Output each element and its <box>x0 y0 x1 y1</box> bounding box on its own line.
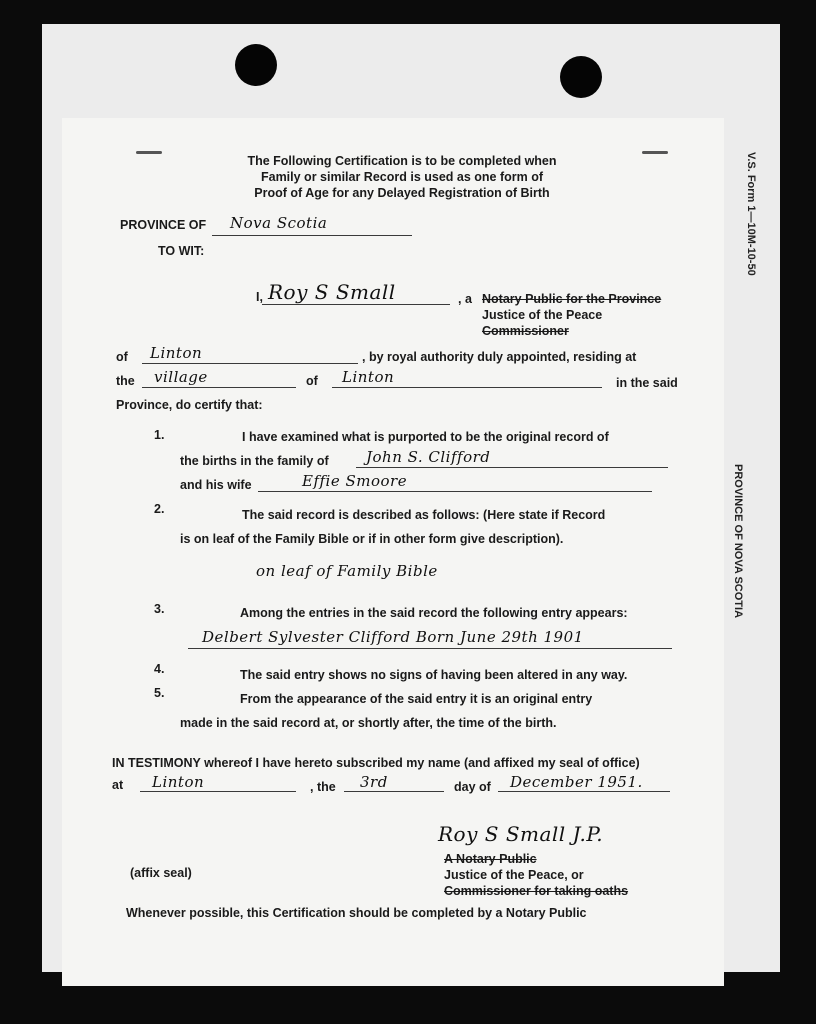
item-1-text: I have examined what is purported to be the original record of <box>242 430 609 444</box>
option-justice: Justice of the Peace <box>482 308 603 322</box>
province-label: PROVINCE OF <box>120 218 207 232</box>
province-vertical: PROVINCE OF NOVA SCOTIA <box>732 464 744 619</box>
appointed-text: , by royal authority duly appointed, residing at <box>362 350 637 364</box>
sign-option-commissioner: Commissioner for taking oaths <box>444 884 629 898</box>
option-commissioner: Commissioner <box>482 324 569 338</box>
day-of-label: day of <box>454 780 491 794</box>
item-5-line-1: From the appearance of the said entry it is an original entry <box>240 692 593 706</box>
header-line-1: The Following Certification is to be completed when <box>247 154 557 168</box>
of2-value: Linton <box>342 368 395 386</box>
option-notary-province: Notary Public for the Province <box>482 292 662 306</box>
province-value: Nova Scotia <box>230 214 328 232</box>
official-name-line <box>262 304 450 305</box>
record-description: on leaf of Family Bible <box>256 562 438 580</box>
the-value: village <box>154 368 208 386</box>
of2-label: of <box>306 374 318 388</box>
birth-entry: Delbert Sylvester Clifford Born June 29th 1901 <box>202 628 584 646</box>
wife-line <box>258 491 652 492</box>
header-line-2: Family or similar Record is used as one form of <box>260 170 544 184</box>
of-value: Linton <box>150 344 203 362</box>
header-line-3: Proof of Age for any Delayed Registration of Birth <box>254 186 550 200</box>
item-4-text: The said entry shows no signs of having been altered in any way. <box>240 668 628 682</box>
item-5-number: 5. <box>154 686 165 700</box>
testimony-line: IN TESTIMONY whereof I have hereto subscribed my name (and affixed my seal of office) <box>112 756 640 770</box>
item-1-number: 1. <box>154 428 165 442</box>
sign-option-notary: A Notary Public <box>444 852 537 866</box>
at-value: Linton <box>152 773 205 791</box>
wife-label: and his wife <box>180 478 252 492</box>
to-wit-label: TO WIT: <box>158 244 205 258</box>
month-line <box>498 791 670 792</box>
i-label: I, <box>256 290 263 304</box>
of-line <box>142 363 358 364</box>
affix-seal: (affix seal) <box>130 866 192 880</box>
births-label: the births in the family of <box>180 454 329 468</box>
item-3-text: Among the entries in the said record the following entry appears: <box>240 606 628 620</box>
at-label: at <box>112 778 124 792</box>
in-said: in the said <box>616 376 678 390</box>
of-label: of <box>116 350 128 364</box>
entry-line <box>188 648 672 649</box>
sign-option-justice: Justice of the Peace, or <box>444 868 584 882</box>
item-3-number: 3. <box>154 602 165 616</box>
province-line <box>212 235 412 236</box>
punch-hole-right <box>560 56 602 98</box>
province-certify: Province, do certify that: <box>116 398 263 412</box>
at-line <box>140 791 296 792</box>
item-4-number: 4. <box>154 662 165 676</box>
family-line <box>356 467 668 468</box>
wife-name: Effie Smoore <box>302 472 408 490</box>
day-value: 3rd <box>360 773 388 791</box>
certification-form <box>62 118 724 986</box>
staple-right <box>642 151 668 154</box>
family-name: John S. Clifford <box>366 448 491 466</box>
the-line <box>142 387 296 388</box>
staple-left <box>136 151 162 154</box>
punch-hole-left <box>235 44 277 86</box>
of2-line <box>332 387 602 388</box>
item-2-number: 2. <box>154 502 165 516</box>
footer-note: Whenever possible, this Certification should be completed by a Notary Public <box>126 906 587 920</box>
item-5-line-2: made in the said record at, or shortly after, the time of the birth. <box>180 716 557 730</box>
form-number: V.S. Form 1—10M-10-50 <box>745 152 757 276</box>
the-label: the <box>116 374 135 388</box>
item-2-line-1: The said record is described as follows: (Here state if Record <box>242 508 606 522</box>
month-year-value: December 1951. <box>510 773 643 791</box>
item-2-line-2: is on leaf of the Family Bible or if in other form give description). <box>180 532 564 546</box>
official-name: Roy S Small <box>268 280 396 304</box>
day-line <box>344 791 444 792</box>
a-label: , a <box>458 292 472 306</box>
the-day-label: , the <box>310 780 336 794</box>
signature-handwritten: Roy S Small J.P. <box>438 822 604 846</box>
